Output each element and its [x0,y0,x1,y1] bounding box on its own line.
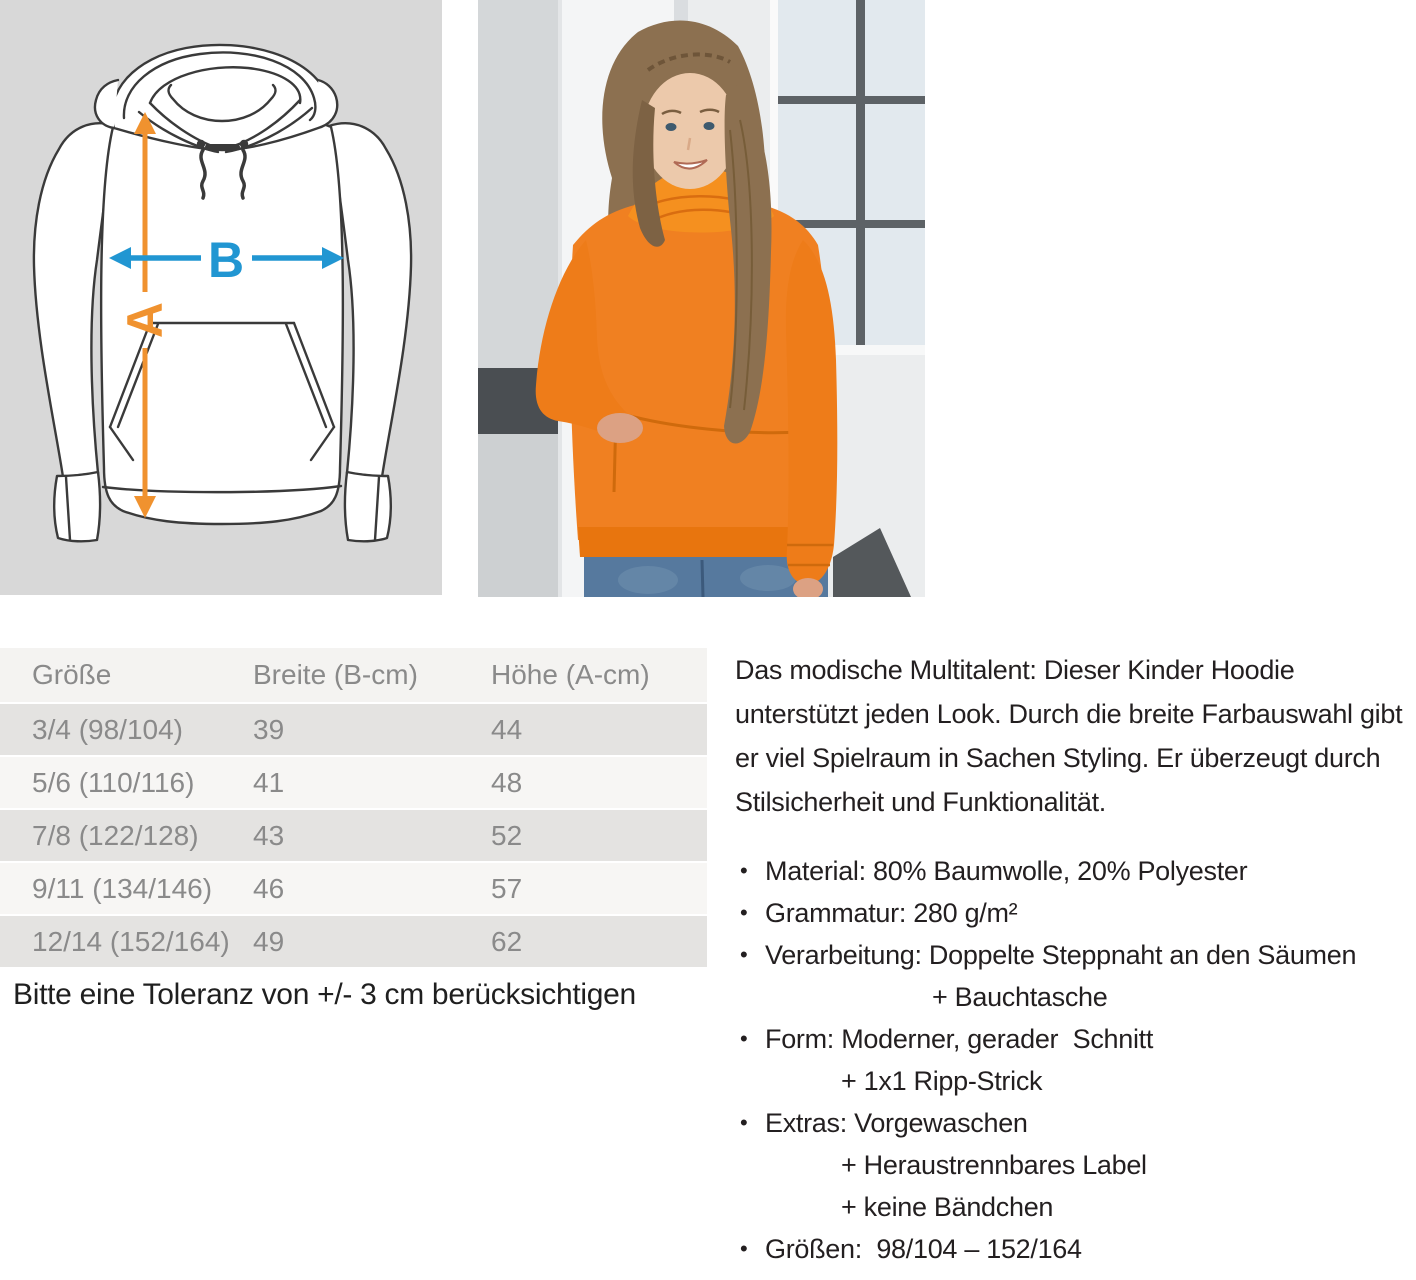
bullet-icon: • [740,942,748,967]
bullet-icon: • [740,1110,748,1135]
diagram-label-a: A [117,301,173,339]
cell-size: 5/6 (110/116) [0,756,253,809]
table-row [0,862,707,915]
list-item-text: Grammatur: 280 g/m² [765,898,1018,928]
cell-breite: 43 [253,809,491,862]
product-description [735,648,1416,1270]
list-item [735,1228,1416,1270]
bullet-icon: • [740,1026,748,1051]
table-row [0,703,707,756]
table-row [0,809,707,862]
list-item-text: Verarbeitung: Doppelte Steppnaht an den Säumen [765,940,1357,970]
list-item-continuation: + Bauchtasche [932,982,1108,1012]
bullet-icon: • [740,858,748,883]
col-header-groesse: Größe [32,659,112,690]
model-photo-illustration [478,0,925,597]
table-row [0,756,707,809]
cell-breite: 39 [253,703,491,756]
list-item [735,934,1416,976]
cell-hoehe: 62 [491,915,707,967]
list-item-text: Material: 80% Baumwolle, 20% Polyester [765,856,1248,886]
bullet-icon: • [740,900,748,925]
cell-breite: 41 [253,756,491,809]
cell-hoehe: 44 [491,703,707,756]
list-item-continuation: + 1x1 Ripp-Strick [841,1066,1043,1096]
cell-hoehe: 48 [491,756,707,809]
size-diagram-panel [0,0,442,595]
product-photo [478,0,925,597]
cell-hoehe: 52 [491,809,707,862]
list-item-continuation: + Heraustrennbares Label [841,1150,1147,1180]
list-item [735,1102,1416,1144]
cell-hoehe: 57 [491,862,707,915]
tolerance-note: Bitte eine Toleranz von +/- 3 cm berücksichtigen [13,978,636,1011]
cell-size: 9/11 (134/146) [0,862,253,915]
list-item-continuation: + keine Bändchen [841,1192,1054,1222]
hoodie-measurement-diagram [0,0,442,595]
size-table-section [0,648,707,967]
cell-breite: 46 [253,862,491,915]
list-item-text: Extras: Vorgewaschen [765,1108,1028,1138]
cell-size: 12/14 (152/164) [0,915,253,967]
cell-size: 7/8 (122/128) [0,809,253,862]
size-table [0,648,707,967]
list-item [735,1018,1416,1060]
list-item-text: Form: Moderner, gerader Schnitt [765,1024,1154,1054]
diagram-label-b: B [207,232,245,288]
col-header-breite: Breite (B-cm) [253,659,418,690]
bullet-icon: • [740,1236,748,1261]
size-table-header-row [0,648,707,703]
cell-size: 3/4 (98/104) [0,703,253,756]
list-item [735,850,1416,892]
cell-breite: 49 [253,915,491,967]
feature-list [735,850,1416,1270]
description-intro: Das modische Multitalent: Dieser Kinder Hoodie unterstützt jeden Look. Durch die breite Farbauswahl gibt er viel Spielraum in Sachen Styling. Er überzeugt durch Stilsicherheit und Funktionalität. [735,655,1403,817]
table-row [0,915,707,967]
list-item-text: Größen: 98/104 – 152/164 [765,1234,1082,1264]
list-item [735,892,1416,934]
col-header-hoehe: Höhe (A-cm) [491,659,650,690]
